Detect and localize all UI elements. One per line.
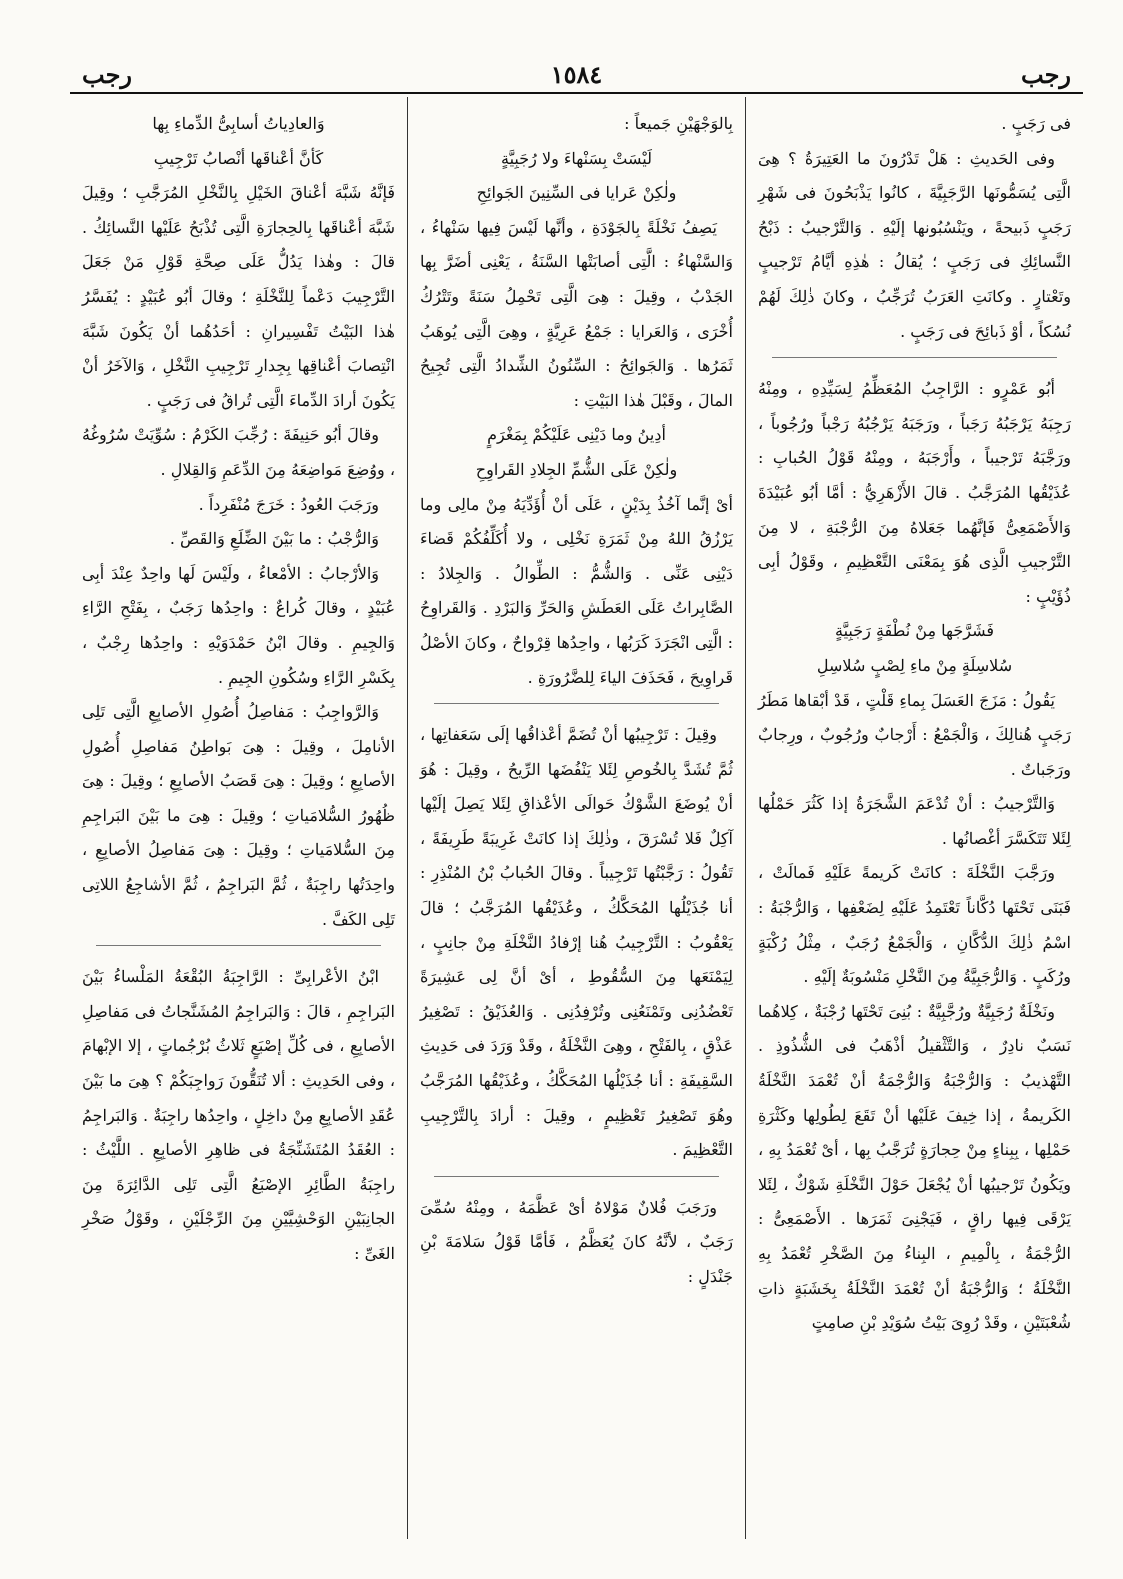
verse-line: كَأنَّ أعْناقَها أنْصابُ تَرْجِيبِ xyxy=(153,148,324,168)
entry-paragraph: فى رَجَبٍ . xyxy=(1001,114,1071,133)
column-separator-rule xyxy=(772,357,1057,366)
entry-paragraph: ورَجَّبَ النَّخْلَةَ : كانَتْ كَريمةً عَلَيْهِ فَمالَتْ ، فَبَنَى تَحْتَها دُكَّاناً تَعْتَمِدُ عَلَيْهِ لِضَعْفِها ، وَالرُّجْبَةُ : اسْمُ ذٰلِكَ الدُّكَّانِ ، وَالْجَمْعُ رُجَبٌ ، مِثْلُ رُكْبَةٍ ورُكَبٍ . وَالرُّجَبِيَّةُ مِنَ النَّخْلِ مَنْسُوبَةٌ إلَيْهِ . xyxy=(758,863,1071,987)
column-separator-rule xyxy=(96,945,381,954)
entry-paragraph: يَصِفُ نَخْلَةً بِالجَوْدَةِ ، وأنَّها لَيْسَ فِيها سَنْهاءُ ، وَالسَّنْهاءُ : الَّتِى أصابَتْها السَّنَةُ ، يَعْنِى أضَرَّ بِها الجَدْبُ ، وقِيلَ : هِىَ الَّتِى تَحْمِلُ سَنَةً وتَتْرُكُ أُخْرَى ، وَالعَرايا : جَمْعُ عَرِيَّةٍ ، وهِىَ الَّتِى يُوهَبُ ثَمَرُها . وَالجَوائِحُ : السِّنُونُ الشِّدادُ الَّتِى تُجِيحُ المالَ ، وقَبْلَ هٰذا البَيْتِ : xyxy=(420,217,733,410)
verse-line: لَيْسَتْ بِسَنْهاءَ ولا رُجَبِيَّةٍ xyxy=(501,148,652,168)
header-rule xyxy=(70,92,1083,94)
entry-paragraph: وقالَ أبُو حَنِيفَةَ : رُجِّبَ الكَرْمُ : سُوِّيَتْ سُرُوغُهُ ، ووُضِعَ مَواضِعَهُ مِنَ الدِّعَمِ وَالقِلالِ . xyxy=(82,425,395,479)
entry-paragraph: ونَخْلَةٌ رُجَبِيَّةٌ ورُجَّبِيَّةٌ : بُنِىَ تَحْتَها رُجْبَةٌ ، كِلاهُما نَسَبٌ نادِرٌ ، وَالتَّثْقيلُ أذْهَبُ فى الشُّذُوذِ . التَّهْذيبُ : وَالرُّجْبَةُ وَالرُّجْمَةُ أنْ تُعْمَدَ النَّخْلَةُ الكَريمةُ ، إذا خِيفَ عَلَيْها أنْ تَقَعَ لِطُولِها وكَثْرَةِ حَمْلِها ، بِبِناءٍ مِنْ حِجارَةٍ تُرَجَّبُ بِها ، أىْ تُعْمَدُ بِهِ ، ويَكُونُ تَرْجيبُها أنْ يُجْعَلَ حَوْلَ النَّخْلَةِ شَوْكٌ ، لِئَلا يَرْقَى فِيها راقٍ ، فَيَجْنِىَ ثَمَرَها . الأَصْمَعِىُّ : الرُّجْمَةُ ، بِالْمِيمِ ، البِناءُ مِنَ الصَّخْرِ تُعْمَدُ بِهِ النَّخْلَةُ ؛ وَالرُّجْبَةُ أنْ تُعْمَدَ النَّخْلَةُ بِخَشَبَةٍ ذاتِ شُعْبَتَيْنِ ، وقَدْ رُوِىَ بَيْتُ سُوَيْدِ بْنِ صامِتٍ xyxy=(758,1001,1071,1333)
column-separator-rule xyxy=(434,703,719,712)
verse-line: ولٰكِنْ عَلَى الشُّمِّ الجِلادِ القَراوِحِ xyxy=(475,459,678,479)
header-entry-word-right: رجب xyxy=(1021,60,1071,89)
verse-line: أدِينُ وما دَيْنِى عَلَيْكُمْ بِمَغْرَمٍ xyxy=(487,425,666,445)
entry-paragraph: وَالرَّواجِبُ : مَفاصِلُ أُصُولِ الأصابِعِ الَّتِى تَلِى الأنامِلَ ، وقِيلَ : هِىَ بَواطِنُ مَفاصِلِ أُصُولِ الأصابِعِ ؛ وقِيلَ : هِىَ قَصَبُ الأصابِعِ ؛ وقِيلَ : هِىَ ظُهُورُ السُّلامَياتِ ؛ وقِيلَ : هِىَ ما بَيْنَ البَراجِمِ مِنَ السُّلامَياتِ ؛ وقِيلَ : هِىَ مَفاصِلُ الأصابِعِ ، واحِدَتُها راجِبَةٌ ، ثُمَّ البَراجِمُ ، ثُمَّ الأشاجِعُ اللاتِى تَلِى الكَفَّ . xyxy=(82,702,395,929)
verse-line: وَالعادِياتُ أسابِىُّ الدِّماءِ بِها xyxy=(152,114,325,133)
entry-paragraph: يَقُولُ : مَزَجَ العَسَلَ بِماءِ قَلْتٍ ، قَدْ أبْقاها مَطَرُ رَجَبٍ هُنالِكَ ، وَالْجَمْعُ : أَرْجابٌ ورُجُوبٌ ، ورِجابٌ ورَجَباتٌ . xyxy=(758,690,1071,779)
entry-paragraph: أىْ إنَّما آخُذُ بِدَيْنٍ ، عَلَى أنْ أُؤَدِّيَهُ مِنْ مالِى وما يَرْزُقُ اللهُ مِنْ ثَمَرَةِ نَخْلِى ، ولا أُكَلِّفُكُمْ قَضاءَ دَيْنِى عَنِّى . وَالشُّمُّ : الطِّوالُ . وَالجِلادُ : الصَّابِراتُ عَلَى العَطَشِ وَالحَرِّ وَالبَرْدِ . وَالقَراوِحُ : الَّتِى انْجَرَدَ كَرَبُها ، واحِدُها قِرْواحٌ ، وكانَ الأصْلُ قَراوِيحَ ، فَحَذَفَ الياءَ لِلضَّرُورَةِ . xyxy=(420,494,733,687)
entry-paragraph: وفى الحَديثِ : هَلْ تَدْرُونَ ما العَتِيرَةُ ؟ هِىَ الَّتِى يُسَمُّونَها الرَّجَبِيَّةَ ، كانُوا يَذْبَحُونَ فى شَهْرِ رَجَبٍ ذَبيحةً ، ويَنْسُبُونها إلَيْهِ . وَالتَّرْجيبُ : ذَبْحُ النَّسائِكِ فى رَجَبٍ ؛ يُقالُ : هٰذِهِ أيَّامُ تَرْجيبٍ وتَعْتارٍ . وكانَتِ العَرَبُ تُرَجِّبُ ، وكانَ ذٰلِكَ لَهُمْ نُسُكاً ، أوْ ذَبائِحَ فى رَجَبٍ . xyxy=(758,148,1071,341)
column-right xyxy=(746,97,1083,1539)
column-left xyxy=(70,97,408,1539)
entry-paragraph: وَالتَّرْجيبُ : أنْ تُدْعَمَ الشَّجَرَةُ إذا كَثُرَ حَمْلُها لِئَلا تَتَكَسَّرَ أغْصانُها . xyxy=(758,794,1071,848)
page-number: ١٥٨٤ xyxy=(550,60,603,89)
verse-line: سُلاسِلَةٍ مِنْ ماءِ لِصْبٍ سُلاسِلِ xyxy=(816,655,1013,675)
entry-paragraph: ابْنُ الأعْرابِىِّ : الرَّاجِبَةُ البُقْعَةُ المَلْساءُ بَيْنَ البَراجِمِ ، قالَ : وَالبَراجِمُ المُشَنَّجاتُ فى مَفاصِلِ الأصابِعِ ، فى كُلِّ إصْبَعٍ ثَلاثُ بُرْجُماتٍ ، إلا الإبْهامَ ، وفى الحَدِيثِ : ألا تُنَقُّونَ رَواجِبَكُمْ ؟ هِىَ ما بَيْنَ عُقَدِ الأصابِعِ مِنْ داخِلٍ ، واحِدُها راجِبَةٌ . وَالبَراجِمُ : العُقَدُ المُتَشَنِّجَةُ فى ظاهِرِ الأصابِعِ . اللَّيْثُ : راجِبَةُ الطَّائِرِ الإصْبَعُ الَّتِى تَلِى الدَّائِرَةَ مِنَ الجانِبَيْنِ الوَحْشِيَّيْنِ مِنَ الرِّجْلَيْنِ ، وقَوْلُ صَخْرِ الغَىِّ : xyxy=(82,967,395,1263)
entry-paragraph: ورَجَبَ فُلانٌ مَوْلاهُ أىْ عَظَّمَهُ ، ومِنْهُ سُمِّىَ رَجَبٌ ، لأنَّهُ كانَ يُعَظَّمُ ، فَأمَّا قَوْلُ سَلامَةَ بْنِ جَنْدَلٍ : xyxy=(420,1197,733,1286)
column-middle xyxy=(408,97,746,1539)
entry-paragraph: وقِيلَ : تَرْجِيبُها أنْ تُضَمَّ أعْذاقُها إلَى سَعَفاتِها ، ثُمَّ تُشَدَّ بِالخُوصِ لِئَلا يَنْفُضَها الرِّيحُ ، وقِيلَ : هُوَ أنْ يُوضَعَ الشَّوْكُ حَوالَى الأعْذاقِ لِئَلا يَصِلَ إلَيْها آكِلٌ فَلا تُسْرَقَ ، وذٰلِكَ إذا كانَتْ غَرِيبَةً طَرِيفَةً ، تَقُولُ : رَجَّبْتُها تَرْجِيباً . وقالَ الحُبابُ بْنُ المُنْذِرِ : أنا جُذَيْلُها المُحَكَّكُ ، وعُذَيْقُها المُرَجَّبُ ؛ قالَ يَعْقُوبُ : التَّرْجِيبُ هُنا إرْفادُ النَّخْلَةِ مِنْ جانِبٍ ، لِيَمْنَعَها مِنَ السُّقُوطِ ، أىْ أنَّ لِى عَشِيرَةً تَعْضُدُنِى وتَمْنَعُنِى وتُرْفِدُنِى . وَالعُذَيْقُ : تَصْغِيرُ عَذْقٍ ، بِالفَتْحِ ، وهِىَ النَّخْلَةُ ، وقَدْ وَرَدَ فى حَدِيثِ السَّقِيفَةِ : أنا جُذَيْلُها المُحَكَّكُ ، وعُذَيْقُها المُرَجَّبُ وهُوَ تَصْغِيرُ تَعْظِيمٍ ، وقِيلَ : أرادَ بِالتَّرْجِيبِ التَّعْظِيمَ . xyxy=(420,725,733,1160)
header-entry-word-left: رجب xyxy=(82,60,132,89)
text-columns xyxy=(70,97,1083,1539)
entry-paragraph: بِالوَجْهَيْنِ جَميعاً : xyxy=(624,114,733,133)
verse-line: ولٰكِنْ عَرايا فى السِّنِينَ الجَوائِحِ xyxy=(476,183,677,203)
entry-paragraph: فَإنَّهُ شَبَّهَ أعْناقَ الخَيْلِ بِالنَّخْلِ المُرَجَّبِ ؛ وقِيلَ شَبَّهَ أعْناقَها بِالحِجارَةِ الَّتِى تُذْبَحُ عَلَيْها النَّسائِكُ . قالَ : وهٰذا يَدُلُّ عَلَى صِحَّةِ قَوْلِ مَنْ جَعَلَ التَّرْجِيبَ دَعْماً لِلنَّخْلَةِ ؛ وقالَ أبُو عُبَيْدٍ : يُفَسَّرُ هٰذا البَيْتُ تَفْسِيرانِ : أحَدُهُما أنْ يَكُونَ شَبَّهَ انْتِصابَ أعْناقِها بِجِدارِ تَرْجِيبِ النَّخْلِ ، وَالآخَرُ أنْ يَكُونَ أرادَ الدِّماءَ الَّتِى تُراقُ فى رَجَبٍ . xyxy=(82,183,395,410)
running-header xyxy=(70,52,1083,92)
column-separator-rule xyxy=(434,1176,719,1185)
entry-paragraph: وَالأرْجابُ : الأمْعاءُ ، ولَيْسَ لَها واحِدٌ عِنْدَ أبِى عُبَيْدٍ ، وقالَ كُراعٌ : واحِدُها رَجَبٌ ، بِفَتْحِ الرَّاءِ وَالجِيمِ . وقالَ ابْنُ حَمْدَوَيْهِ : واحِدُها رِجْبٌ ، بِكَسْرِ الرَّاءِ وسُكُونِ الجِيمِ . xyxy=(82,563,395,687)
verse-line: فَشَرَّجَها مِنْ نُطْفَةٍ رَجَبِيَّةٍ xyxy=(835,621,994,641)
entry-paragraph: وَالرُّجْبُ : ما بَيْنَ الضِّلَعِ وَالقَصِّ . xyxy=(169,529,379,549)
entry-paragraph: ورَجَبَ العُودُ : خَرَجَ مُنْفَرِداً . xyxy=(198,494,379,514)
entry-paragraph: أبُو عَمْرٍو : الرَّاجِبُ المُعَظِّمُ لِسَيِّدِهِ ، ومِنْهُ رَجِبَهُ يَرْجَبُهُ رَجَباً ، ورَجَبَهُ يَرْجُبُهُ رَجْباً ورُجُوباً ، ورَجَّبَهُ تَرْجيباً ، وأَرْجَبَهُ ، ومِنْهُ قَوْلُ الحُبابِ : عُذَيْقُها المُرَجَّبُ . قالَ الأَزْهَرِيُّ : أمَّا أبُو عُبَيْدَةَ وَالأَصْمَعِىُّ فَإنَّهُما جَعَلاهُ مِنَ الرُّجْبَةِ ، لا مِنَ التَّرْجيبِ الَّذِى هُوَ بِمَعْنَى التَّعْظِيمِ ، وقَوْلُ أبِى ذُؤَيْبٍ : xyxy=(758,379,1071,606)
